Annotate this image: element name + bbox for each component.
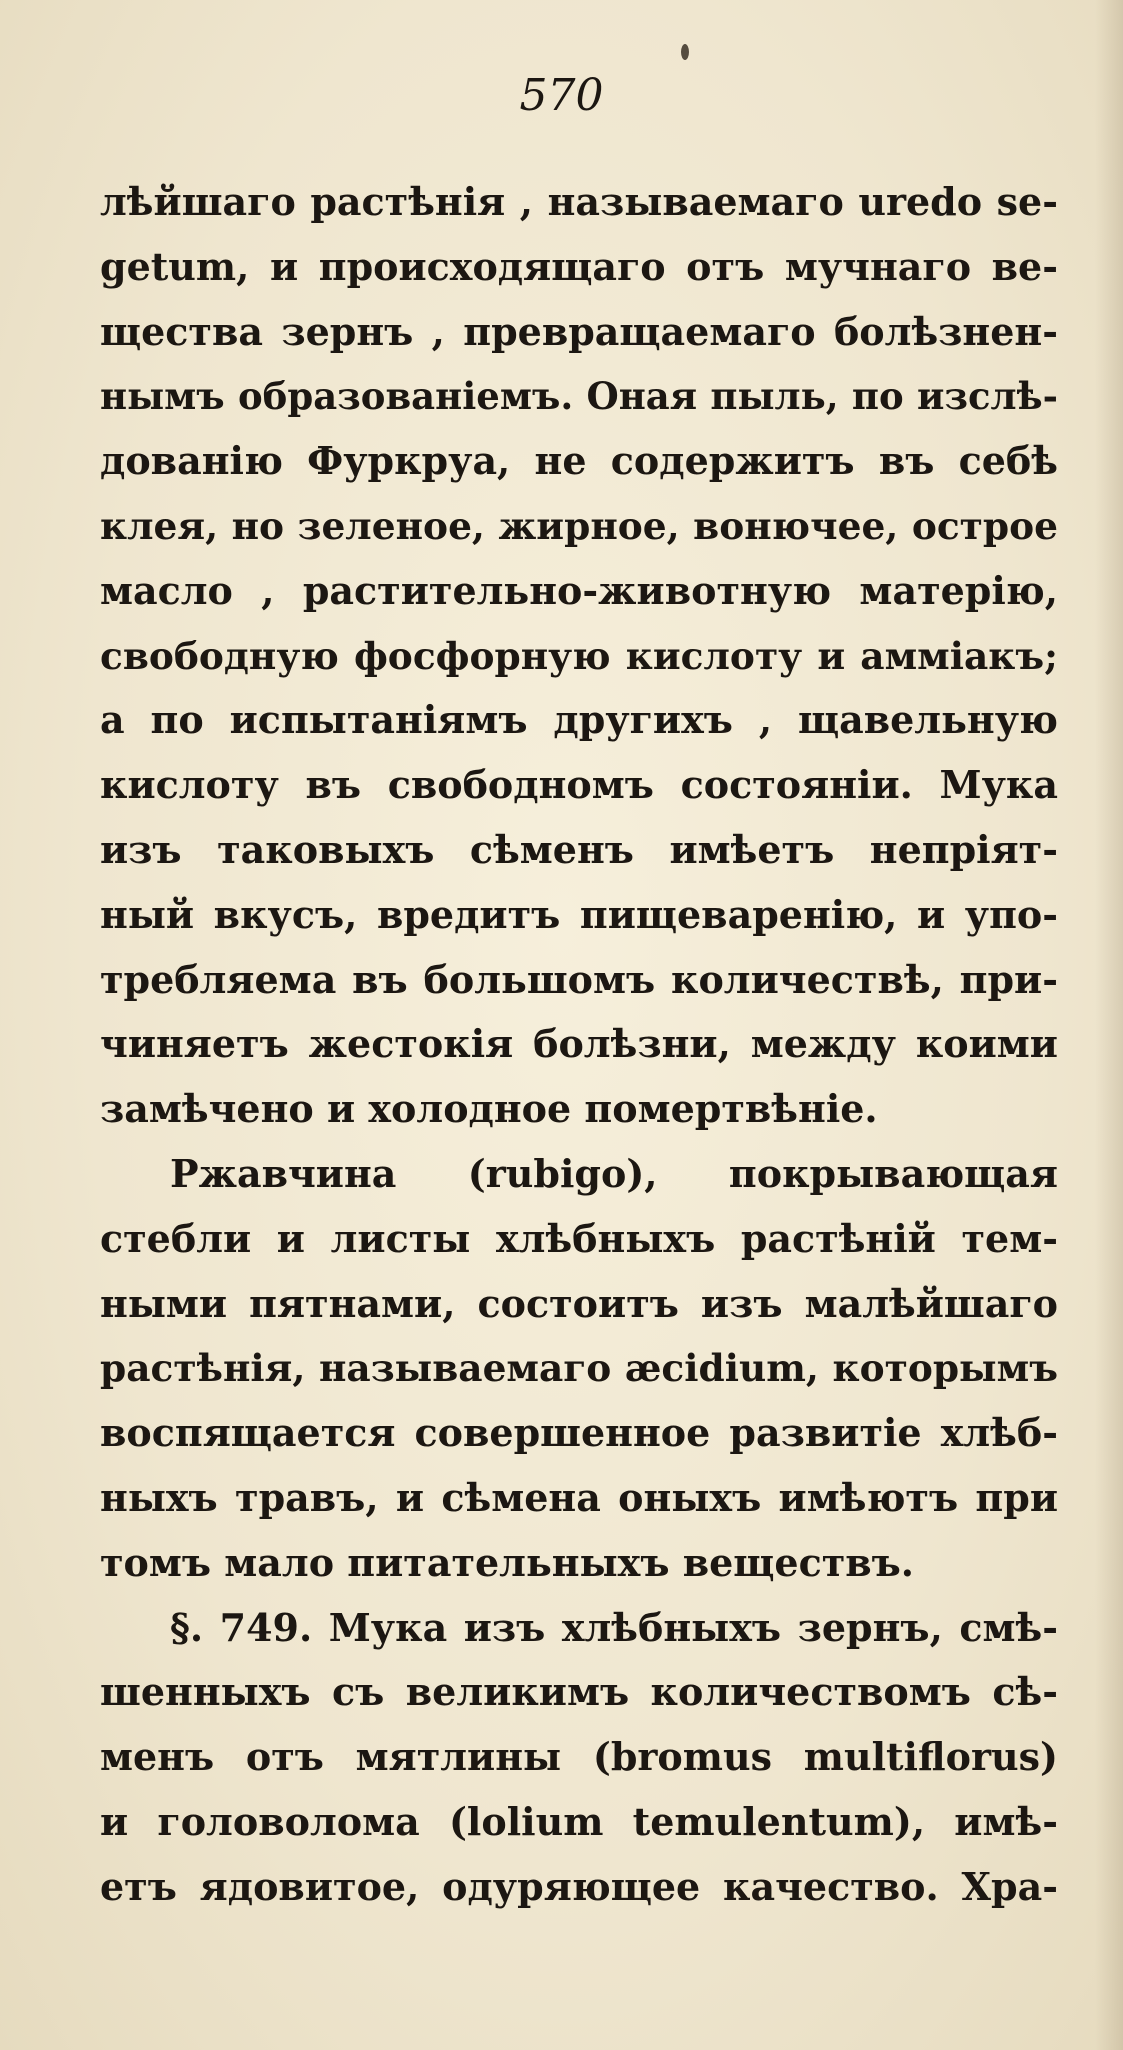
text-line: ными пятнами, состоитъ изъ малѣйшаго bbox=[100, 1280, 1058, 1326]
text-line: ный вкусъ, вредитъ пищеваренію, и упо- bbox=[100, 891, 1058, 937]
text-line: требляема въ большомъ количествѣ, при- bbox=[100, 956, 1058, 1002]
text-line: и головолома (lolium temulentum), имѣ- bbox=[100, 1799, 1058, 1844]
text-line: чиняетъ жестокія болѣзни, между коими bbox=[100, 1021, 1058, 1067]
text-line: замѣчено и холодное помертвѣніе. bbox=[100, 1086, 878, 1132]
text-line: кислоту въ свободномъ состояніи. Мука bbox=[100, 762, 1058, 808]
text-line: дованію Фуркруа, не содержитъ въ себѣ bbox=[100, 438, 1058, 484]
page-edge-shadow bbox=[1095, 0, 1123, 2050]
text-line: менъ отъ мятлины (bromus multiflorus) bbox=[100, 1734, 1058, 1780]
ink-spot bbox=[681, 44, 689, 60]
text-line: Ржавчина (rubigo), покрывающая bbox=[170, 1151, 1058, 1196]
page-number: 570 bbox=[519, 70, 604, 121]
text-line: воспящается совершенное развитіе хлѣб- bbox=[100, 1410, 1058, 1456]
text-line: а по испытаніямъ другихъ , щавельную bbox=[100, 697, 1058, 743]
text-line: свободную фосфорную кислоту и амміакъ; bbox=[100, 633, 1058, 678]
text-line: getum, и происходящаго отъ мучнаго ве- bbox=[100, 243, 1058, 289]
text-line: шенныхъ съ великимъ количествомъ сѣ- bbox=[100, 1669, 1058, 1715]
text-line: стебли и листы хлѣбныхъ растѣній тем- bbox=[100, 1215, 1058, 1261]
text-line: лѣйшаго растѣнія , называемаго uredo se- bbox=[100, 179, 1058, 224]
text-line: щества зернъ , превращаемаго болѣзнен- bbox=[100, 308, 1058, 354]
text-line: растѣнія, называемаго æcidium, которымъ bbox=[100, 1346, 1058, 1391]
text-line: изъ таковыхъ сѣменъ имѣетъ непріят- bbox=[100, 827, 1058, 872]
text-line: етъ ядовитое, одуряющее качество. Хра- bbox=[100, 1863, 1058, 1909]
text-line: клея, но зеленое, жирное, вонючее, острое bbox=[100, 504, 1058, 548]
text-line: §. 749. Мука изъ хлѣбныхъ зернъ, смѣ- bbox=[170, 1604, 1058, 1650]
text-line: ныхъ травъ, и сѣмена оныхъ имѣютъ при bbox=[100, 1475, 1058, 1520]
text-line: масло , растительно-животную матерію, bbox=[100, 567, 1058, 613]
text-line: нымъ образованіемъ. Оная пыль, по изслѣ- bbox=[100, 374, 1058, 419]
text-line: томъ мало питательныхъ веществъ. bbox=[100, 1539, 915, 1585]
